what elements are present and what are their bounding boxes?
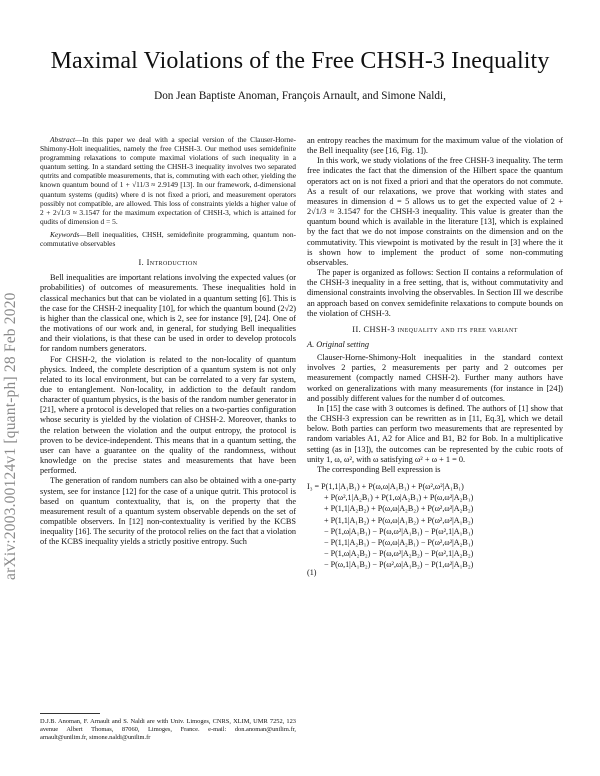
right-paragraph-2: In this work, we study violations of the free CHSH-3 inequality. The term free indicates the fact that the dimension of the Hilbert space the quantum operators act on is not fixed a priori and that the operators do not commute. As a result of our relaxations, we prove that working with states and measures in dimension d = 5 allows us to get the expected value of 2 + 2√1/3 ≈ 3.1547 for the CHSH-3 inequality. This value is greater than the quantum bound which is available in the literature [13], which is explained by the fact that we do not impose constraints on the dimension and on the commutativity. This viewpoint is motivated by the result in [3] where the it is shown how to implement the product of some non-commuting observables.: [307, 156, 563, 267]
right-paragraph-3: The paper is organized as follows: Section II contains a reformulation of the CHSH-3 inequality in a free setting, that is, without commutativity and dimensional constraints involving the observables. In Section III we describe an approach based on convex semidefinite relaxations to compute bounds on the violation of CHSH-3.: [307, 268, 563, 318]
equation-line: − P(ω,1|A₁B₂) − P(ω²,ω|A₁B₂) − P(1,ω²|A₁B₂): [324, 560, 474, 570]
left-column: [40, 135, 296, 548]
equation-number: (1): [307, 567, 317, 577]
subsection-heading-original-setting: A. Original setting: [307, 339, 369, 349]
intro-paragraph-3: The generation of random numbers can also be obtained with a one-party system, see for instance [12] for the case of a unique qutrit. This protocol is based on quantum contextuality, that is, on the property that the measurement result of a quantum system observable depends on the set of compatible observers. In [12] non-contextuality is verified by the KCBS inequality [16]. The security of the protocol relies on the fact that a violation of the KCBS inequality yields a strictly positive entropy. Such: [40, 476, 296, 547]
sec2-paragraph-2: In [15] the case with 3 outcomes is defined. The authors of [1] show that the CHSH-3 expression can be rewritten as in [11, Eq.3], which we detail below. Both parties can perform two measurements that are represented by random variables A1, A2 for Alice and B1, B2 for Bob. In a multiplicative setting (as in [13]), the outcomes can be represented by the cubic roots of unity 1, ω, ω², with ω satisfying ω² + ω + 1 = 0.: [307, 403, 563, 464]
arxiv-identifier: [2, 200, 28, 580]
sec2-paragraph-3: The corresponding Bell expression is: [317, 464, 441, 474]
equation-line: + P(1,1|A₂B₂) + P(ω,ω|A₂B₂) + P(ω²,ω²|A₂B₂): [324, 504, 474, 514]
section-heading-introduction: I. Introduction: [138, 258, 198, 268]
sec2-paragraph-1: Clauser-Horne-Shimony-Holt inequalities in the standard context involves 2 parties, 2 measurements per party and 2 outcomes per measurement (compactly named CHSH-2). Further many authors have worked on generalizations with many measurements (for instance in [24]) and possibly different values for the number d of outcomes.: [307, 353, 563, 403]
abstract-label: Abstract: [50, 135, 76, 144]
section-heading-chsh3: II. CHSH-3 inequality and its free variant: [352, 324, 518, 334]
keywords-label: Keywords: [50, 229, 80, 239]
equation-line: I₃ = P(1,1|A₁B₁) + P(ω,ω|A₁B₁) + P(ω²,ω²|A₁B₁): [307, 482, 464, 491]
intro-paragraph-1: Bell inequalities are important relations involving the expected values (or probabilities) of outcomes of measurements. These inequalities hold in classical mechanics but that can be violated in a quantum setting [6]. This is the case for the CHSH-2 inequality [10], for which the quantum bound (2√2) is higher than the classical one, which is 2, see for instance [9], [24]. One of the motivations of our work and, in general, for studying Bell inequalities and their violations, is that these can be used in order to develop protocols for random numbers generators.: [40, 273, 296, 354]
keywords-text: —Bell inequalities, CHSH, semidefinite programming, quantum non-commutative observables: [40, 229, 296, 249]
paper-title: Maximal Violations of the Free CHSH-3 Inequality: [50, 48, 550, 74]
right-column: [307, 136, 563, 578]
equation-line: + P(1,1|A₁B₂) + P(ω,ω|A₁B₂) + P(ω²,ω²|A₁B₂): [324, 515, 474, 525]
right-paragraph-1: an entropy reaches the maximum for the maximum value of the violation of the Bell inequality (see [16, Fig. 1]).: [307, 136, 563, 156]
abstract: [40, 135, 296, 226]
equation-line: − P(1,1|A₂B₁) − P(ω,ω|A₂B₁) − P(ω²,ω²|A₂B₁): [324, 538, 474, 548]
abstract-text: —In this paper we deal with a special version of the Clauser-Horne-Shimony-Holt inequalities, namely the free CHSH-3. Our method uses semidefinite programming relaxations to compute maximal violations of such inequality in a quantum setting. In a standard setting the CHSH-3 inequality involves two separated qutrits and compatible measurements, that is, commuting with each other, yielding the known quantum bound of 1 + √11/3 ≈ 2.9149 [13]. In our framework, d-dimensional quantum systems (qudits) where d is not fixed a priori, and measurement operators possibly not compatible, are allowed. This loss of constraints yields a higher value of 2 + 2√1/3 ≈ 3.1547 for the maximum expectation of CHSH-3, which is attained for qudits of dimension d = 5.: [40, 135, 296, 226]
intro-paragraph-2: For CHSH-2, the violation is related to the non-locality of quantum physics. Indeed, the complete description of a quantum system is not only related to its local environment, but can be correlated to a very far system, due to entanglement. Non-locality, in addiction to the default random character of quantum physics, is the basis of the random number generator in [21], where a protocol is developed that relies on a two-parties configuration whose security is yielded by the violation of CHSH-2. Moreover, thanks to the relation between the violation and the output entropy, the protocol is proven to be device-independent. This means that in a quantum setting, the user can have a guarantee on the quality of the randomness, without knowledge on the precise states and measurements that have been performed.: [40, 354, 296, 476]
equation-line: − P(1,ω|A₁B₁) − P(ω,ω²|A₁B₁) − P(ω²,1|A₁B₁): [324, 526, 474, 536]
keywords: [40, 230, 296, 248]
paper-authors: Don Jean Baptiste Anoman, François Arnault, and Simone Naldi,: [154, 90, 446, 102]
bell-expression-equation: [307, 481, 563, 578]
equation-line: − P(1,ω|A₂B₂) − P(ω,ω²|A₂B₂) − P(ω²,1|A₂B₂): [324, 549, 474, 559]
arxiv-id-text: arXiv:2003.00124v1 [quant-ph] 28 Feb 2020: [2, 292, 19, 580]
equation-line: + P(ω²,1|A₂B₁) + P(1,ω|A₂B₁) + P(ω,ω²|A₂B₁): [324, 493, 474, 503]
footnote: D.J.B. Anoman, F. Arnault and S. Naldi are with Univ. Limoges, CNRS, XLIM, UMR 7252, 123 avenue Albert Thomas, 87060, Limoges, France. e-mail: don.anoman@unilim.fr, arnault@unilim.fr, simone.naldi@unilim.fr: [40, 718, 296, 741]
